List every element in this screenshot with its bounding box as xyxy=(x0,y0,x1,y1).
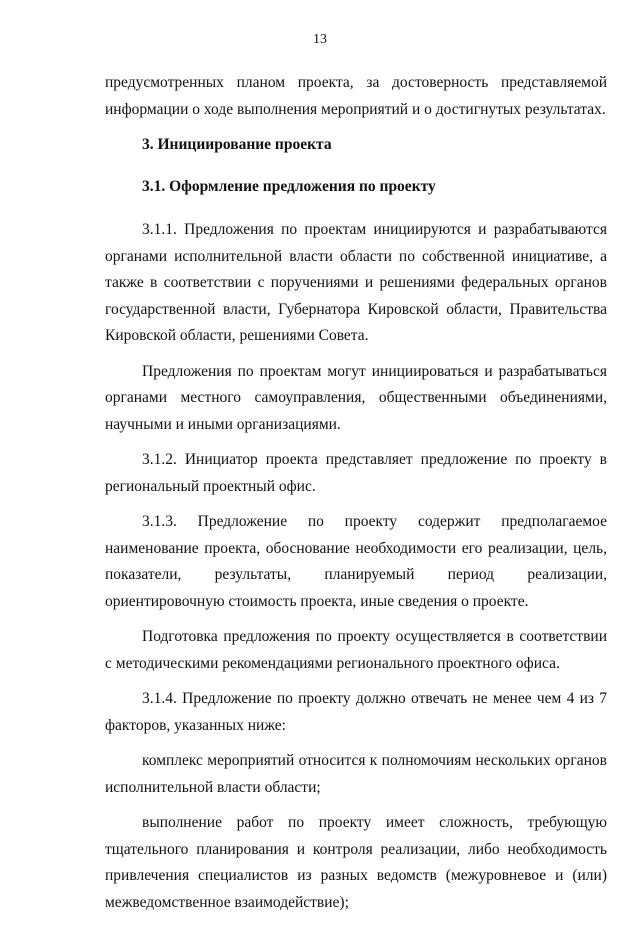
factor-item-1: комплекс мероприятий относится к полномочиям нескольких органов исполнительной власти области; xyxy=(105,752,607,796)
paragraph-3-1-1: 3.1.1. Предложения по проектам инициируются и разрабатываются органами исполнительной власти области по собственной инициативе, а также в соответствии с поручениями и решениями федеральных органов государственной власти, Губернатора Кировской области, Правительства Кировской области, решениями Совета. xyxy=(105,221,607,344)
paragraph-3-1-4: 3.1.4. Предложение по проекту должно отвечать не менее чем 4 из 7 факторов, указанных ниже: xyxy=(105,690,607,734)
section-heading: 3. Инициирование проекта xyxy=(142,136,332,153)
paragraph-3-1-2: 3.1.2. Инициатор проекта представляет предложение по проекту в региональный проектный офис. xyxy=(105,451,607,495)
paragraph-local-initiatives: Предложения по проектам могут инициироваться и разрабатываться органами местного самоуправления, общественными объединениями, научными и иными организациями. xyxy=(105,362,607,433)
factor-item-2: выполнение работ по проекту имеет сложность, требующую тщательного планирования и контроля реализации, либо необходимость привлечения специалистов из разных ведомств (межуровневое и (или) межведомственное взаимодействие); xyxy=(105,814,607,911)
subsection-heading: 3.1. Оформление предложения по проекту xyxy=(142,178,436,195)
paragraph-3-1-3: 3.1.3. Предложение по проекту содержит предполагаемое наименование проекта, обоснование необходимости его реализации, цель, показатели, результаты, планируемый период реализации, ориентировочную стоимость проекта, иные сведения о проекте. xyxy=(105,513,607,610)
paragraph-continuation: предусмотренных планом проекта, за достоверность представляемой информации о ходе выполнения мероприятий и о достигнутых результатах. xyxy=(105,74,607,118)
document-body xyxy=(105,70,607,925)
paragraph-preparation: Подготовка предложения по проекту осуществляется в соответствии с методическими рекомендациями регионального проектного офиса. xyxy=(105,628,607,672)
page-number: 13 xyxy=(313,32,327,47)
